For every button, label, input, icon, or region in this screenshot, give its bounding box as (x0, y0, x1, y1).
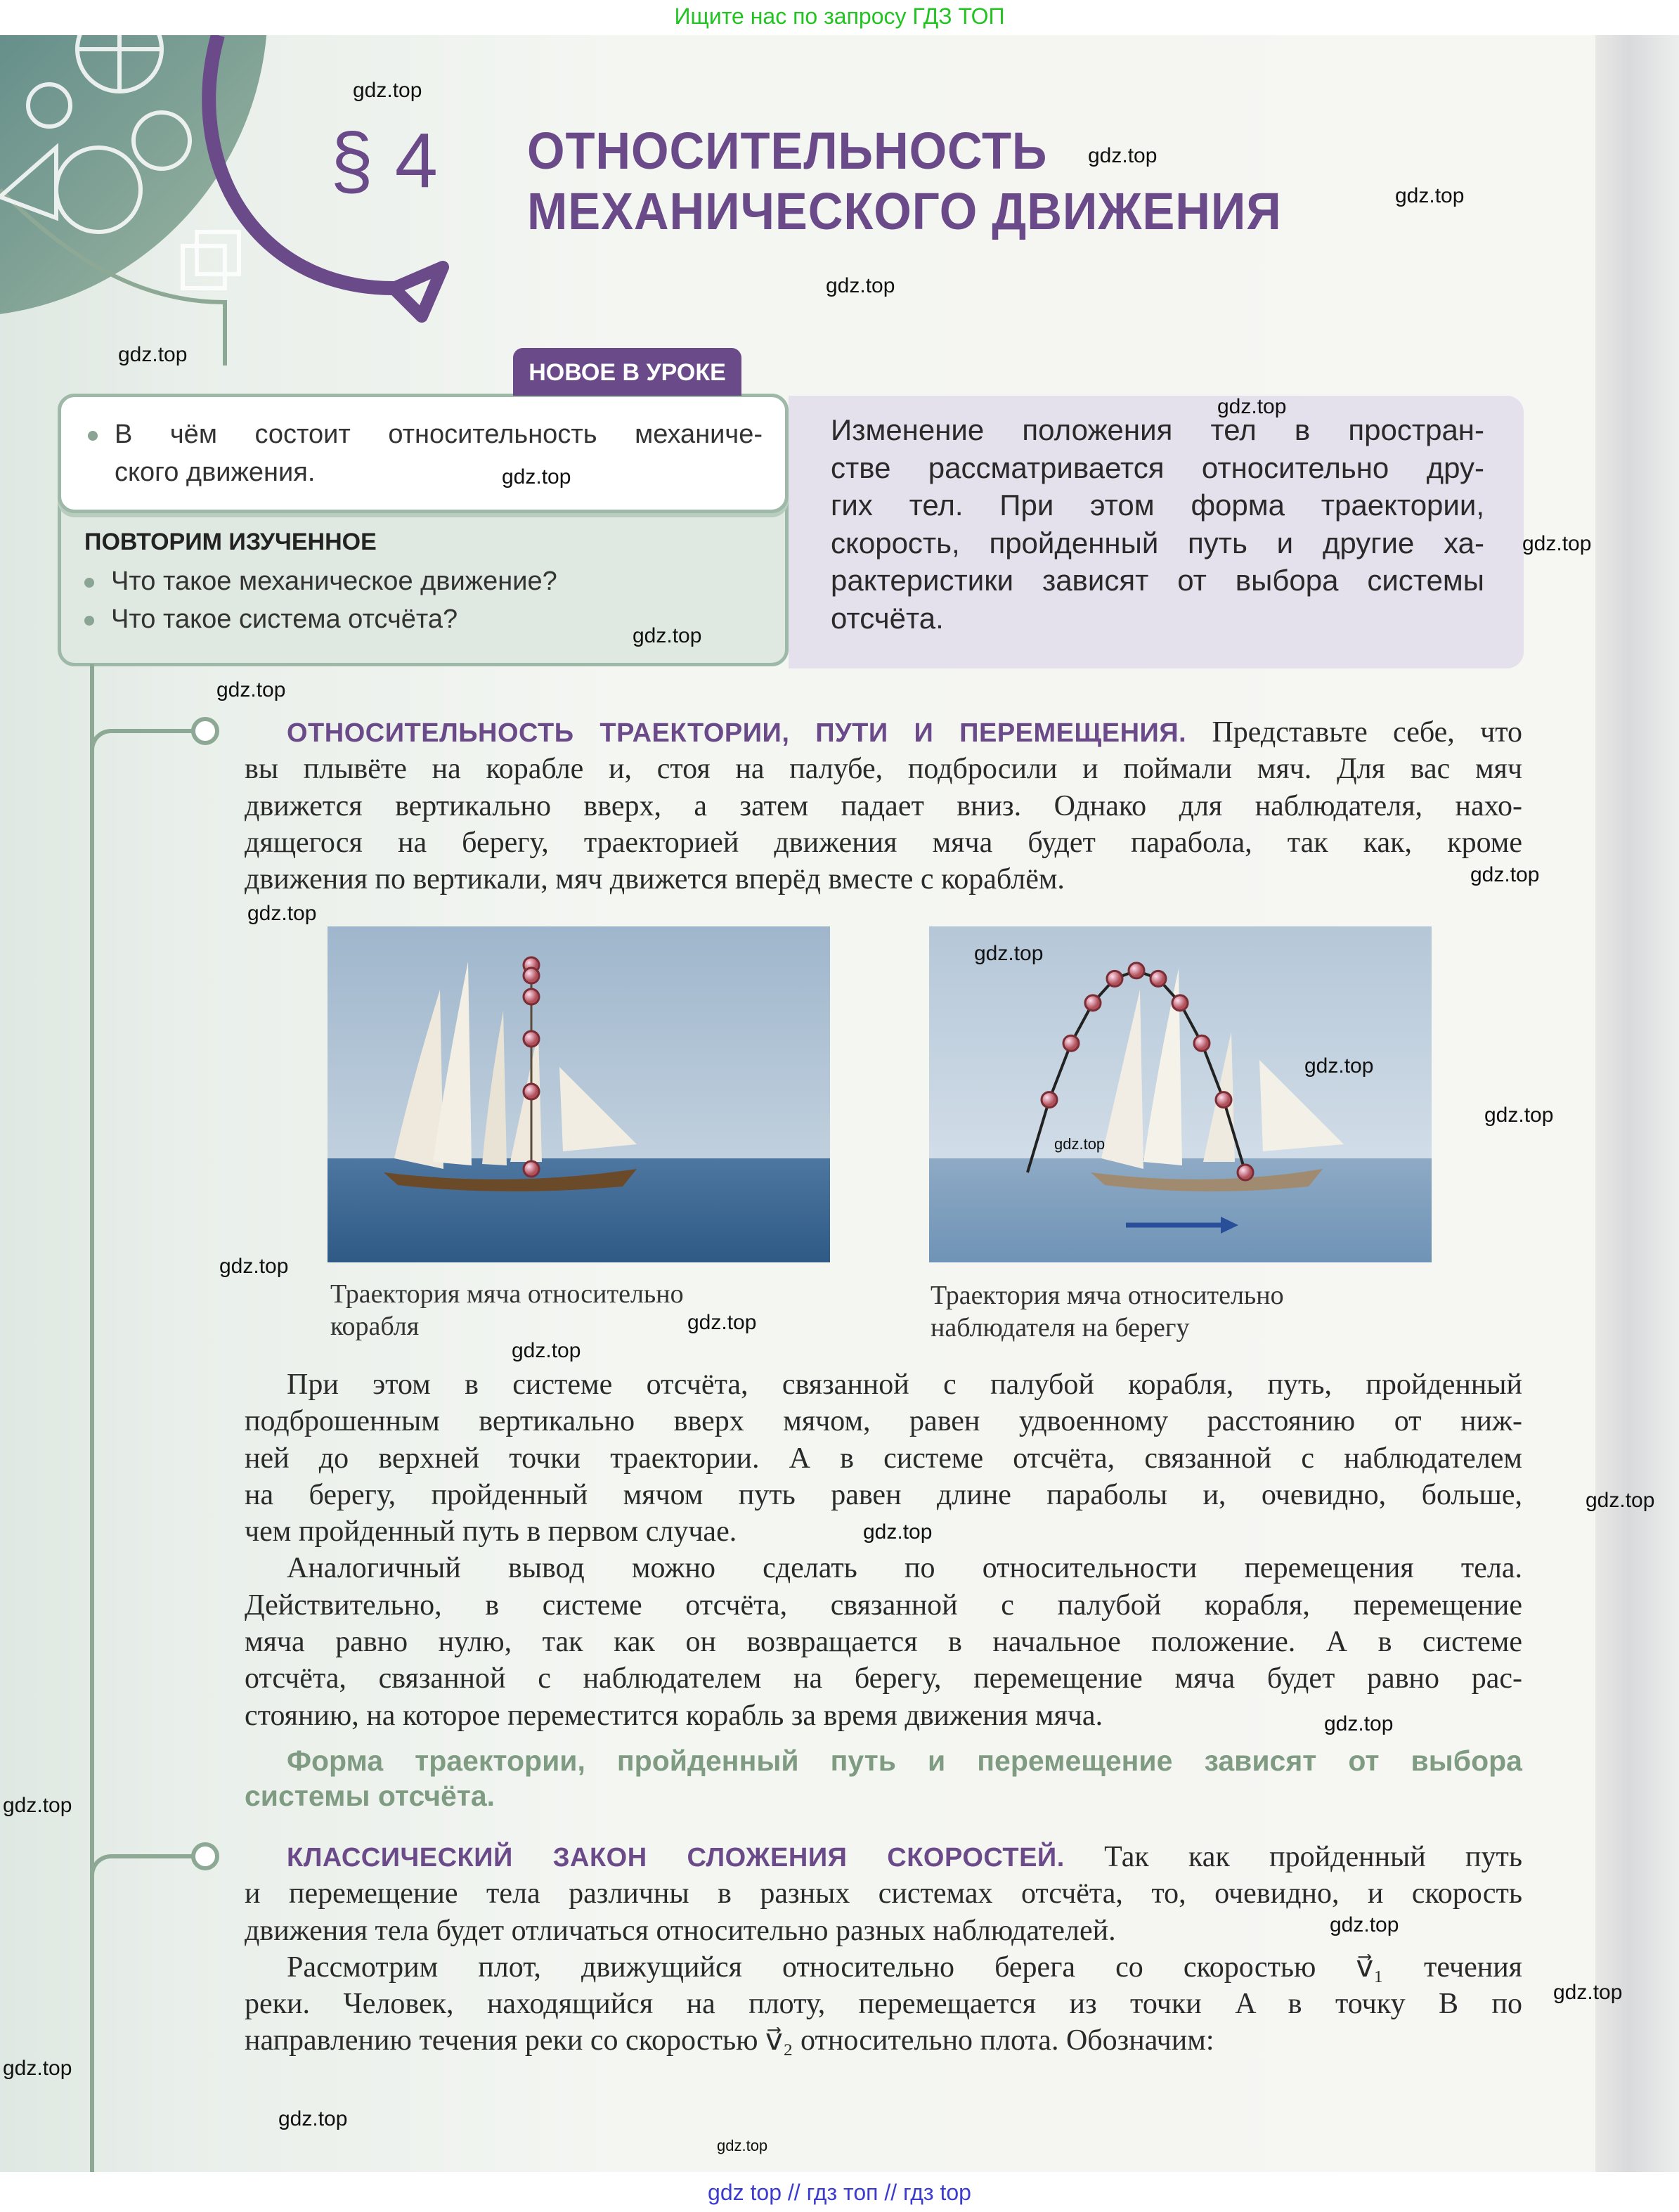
ship-trajectory-vertical-image (328, 926, 830, 1262)
section2-heading: КЛАССИЧЕСКИЙ ЗАКОН СЛОЖЕНИЯ СКОРОСТЕЙ. (287, 1843, 1065, 1873)
ball-mark (1194, 1035, 1210, 1051)
text-line: Траектория мяча относительно (931, 1281, 1284, 1310)
text-line: гих тел. При этом форма траектории, (831, 489, 1484, 522)
text-line: наблюдателя на берегу (931, 1313, 1190, 1343)
watermark: gdz.top (216, 678, 286, 701)
ball-mark (524, 989, 539, 1004)
watermark: gdz.top (1484, 1104, 1554, 1127)
ball-mark (1085, 995, 1101, 1011)
page-title-line2: МЕХАНИЧЕСКОГО ДВИЖЕНИЯ (527, 182, 1282, 240)
ball-mark (1129, 963, 1144, 978)
ball-mark (1107, 971, 1122, 986)
watermark: gdz.top (1553, 1981, 1623, 2004)
watermark: gdz.top (1304, 1054, 1374, 1078)
watermark: gdz.top (974, 942, 1044, 965)
watermark: gdz.top (1324, 1712, 1394, 1735)
ship-photo-ship-frame (328, 926, 830, 1262)
watermark: gdz.top (1395, 184, 1465, 207)
review-item: Что такое система отсчёта? (70, 600, 557, 638)
text-line: стоянию, на которое переместится корабль за время движения мяча. (245, 1699, 1103, 1732)
new-in-lesson-box (58, 394, 789, 513)
text-line: на берегу, пройденный мячом путь равен длине параболы и, очевидно, больше, (245, 1478, 1522, 1511)
text-line: направлению течения реки со скоростью v⃗₂ относительно плота. Обозначим: (245, 2024, 1214, 2057)
ball-mark (1238, 1165, 1253, 1180)
section2-text (245, 1839, 1522, 2059)
watermark: gdz.top (512, 1339, 581, 1362)
page-edge (1595, 35, 1679, 2172)
ball-mark (1216, 1092, 1231, 1108)
figure2-caption (931, 1279, 1284, 1344)
text-line: движется вертикально вверх, а затем падает вниз. Однако для наблюдателя, нахо- (245, 789, 1522, 822)
text-line: реки. Человек, находящийся на плоту, перемещается из точки A в точку B по (245, 1988, 1522, 2021)
text-line: движения тела будет отличаться относительно разных наблюдателей. (245, 1914, 1116, 1947)
text-line: корабля (330, 1312, 420, 1341)
ball-mark (1172, 995, 1188, 1011)
text-line: мяча равно нулю, так как он возвращается в начальное положение. А в системе (245, 1626, 1522, 1659)
section1-text (245, 714, 1522, 898)
text-line: чем пройденный путь в первом случае. (245, 1515, 737, 1548)
text-line: отсчёта. (831, 601, 944, 635)
text-line: Траектория мяча относительно (330, 1279, 684, 1309)
watermark: gdz.top (353, 79, 422, 102)
text-line: Аналогичный вывод можно сделать по относительности перемещения тела. (287, 1552, 1522, 1585)
text-line: дящегося на берегу, траекторией движения мяча будет парабола, так как, кроме (245, 826, 1522, 859)
ball-mark (1063, 1035, 1079, 1051)
text-line: Изменение положения тел в простран- (831, 413, 1484, 446)
watermark: gdz.top (1330, 1913, 1399, 1936)
text-line: и перемещение тела различны в разных системах отсчёта, то, очевидно, и скорость (245, 1877, 1522, 1910)
text-line: движения по вертикали, мяч движется вперёд вместе с кораблём. (245, 863, 1065, 896)
watermark: gdz.top (1217, 395, 1287, 418)
text-line: подброшенным вертикально вверх мячом, равен удвоенному расстоянию от ниж- (245, 1405, 1522, 1438)
top-banner: Ищите нас по запросу ГДЗ ТОП (674, 4, 1005, 29)
ship-trajectory-parabola-image (929, 926, 1432, 1262)
text-line: системы отсчёта. (245, 1780, 495, 1812)
text-line: скорость, пройденный путь и другие ха- (831, 526, 1484, 560)
new-item (74, 415, 763, 491)
watermark: gdz.top (118, 343, 188, 366)
section-number: § 4 (330, 117, 438, 204)
text: Так как пройденный путь (1104, 1841, 1523, 1873)
watermark: gdz.top (1586, 1489, 1655, 1512)
text-line: вы плывёте на корабле и, стоя на палубе, подбросили и поймали мяч. Для вас мяч (245, 753, 1522, 786)
watermark: gdz.top (863, 1520, 933, 1544)
figure1-caption (330, 1278, 684, 1343)
ball-mark (1150, 971, 1166, 986)
review-item: Что такое механическое движение? (70, 562, 557, 600)
text-line: При этом в системе отсчёта, связанной с палубой корабля, путь, пройденный (287, 1369, 1522, 1401)
ball-mark (524, 1161, 539, 1177)
ball-mark (1042, 1092, 1057, 1108)
watermark: gdz.top (1522, 532, 1592, 555)
text: Представьте себе, что (1212, 716, 1522, 749)
timeline-knob (191, 717, 219, 745)
decorative-circle-icon (0, 35, 506, 401)
watermark: gdz.top (247, 902, 317, 925)
ship-photo-shore-frame (929, 926, 1432, 1262)
section1-first-line (245, 714, 1522, 751)
timeline-line (90, 664, 94, 2175)
timeline-branch (90, 1854, 202, 1889)
timeline-branch (90, 729, 202, 764)
text-line: Рассмотрим плот, движущийся относительно берега со скоростью v⃗₁ течения (287, 1951, 1522, 1984)
new-in-lesson-badge: НОВОЕ В УРОКЕ (513, 348, 741, 396)
review-heading: ПОВТОРИМ ИЗУЧЕННОЕ (84, 529, 377, 555)
text-line: стве рассматривается относительно дру- (831, 451, 1484, 484)
watermark: gdz.top (687, 1311, 757, 1334)
text-line: отсчёта, связанной с наблюдателем на берегу, перемещение мяча будет равно рас- (245, 1662, 1522, 1695)
section2-first-line (245, 1839, 1522, 1875)
summary-text (831, 411, 1484, 637)
section1-heading: ОТНОСИТЕЛЬНОСТЬ ТРАЕКТОРИИ, ПУТИ И ПЕРЕМЕЩЕНИЯ. (287, 718, 1187, 748)
watermark: gdz.top (633, 624, 702, 647)
watermark: gdz.top (1088, 144, 1158, 167)
ball-mark (524, 1084, 539, 1099)
ball-mark (524, 1031, 539, 1047)
watermark: gdz.top (502, 465, 571, 489)
text-line: Форма траектории, пройденный путь и перемещение зависят от выбора (287, 1745, 1522, 1777)
watermark: gdz.top (3, 1794, 72, 1817)
text-line: рактеристики зависят от выбора системы (831, 564, 1484, 597)
watermark: gdz.top (1054, 1135, 1106, 1153)
timeline-knob (191, 1842, 219, 1870)
watermark: gdz.top (3, 2057, 72, 2080)
key-statement (245, 1743, 1522, 1813)
footer-links: gdz top // гдз топ // гдз top (0, 2172, 1679, 2212)
text-line: ней до верхней точки траектории. А в системе отсчёта, связанной с наблюдателем (245, 1442, 1522, 1475)
watermark: gdz.top (219, 1255, 289, 1278)
watermark: gdz.top (717, 2137, 768, 2154)
page-title-line1: ОТНОСИТЕЛЬНОСТЬ (527, 122, 1048, 180)
text-line: Действительно, в системе отсчёта, связанной с палубой корабля, перемещение (245, 1589, 1522, 1622)
watermark: gdz.top (278, 2107, 348, 2130)
watermark: gdz.top (826, 274, 895, 297)
new-item-line: ского движения. (115, 458, 316, 487)
paragraph-path (245, 1366, 1522, 1734)
ball-mark (524, 968, 539, 983)
watermark: gdz.top (1470, 863, 1540, 886)
new-item-line: В чём состоит относительность механиче- (115, 420, 763, 449)
